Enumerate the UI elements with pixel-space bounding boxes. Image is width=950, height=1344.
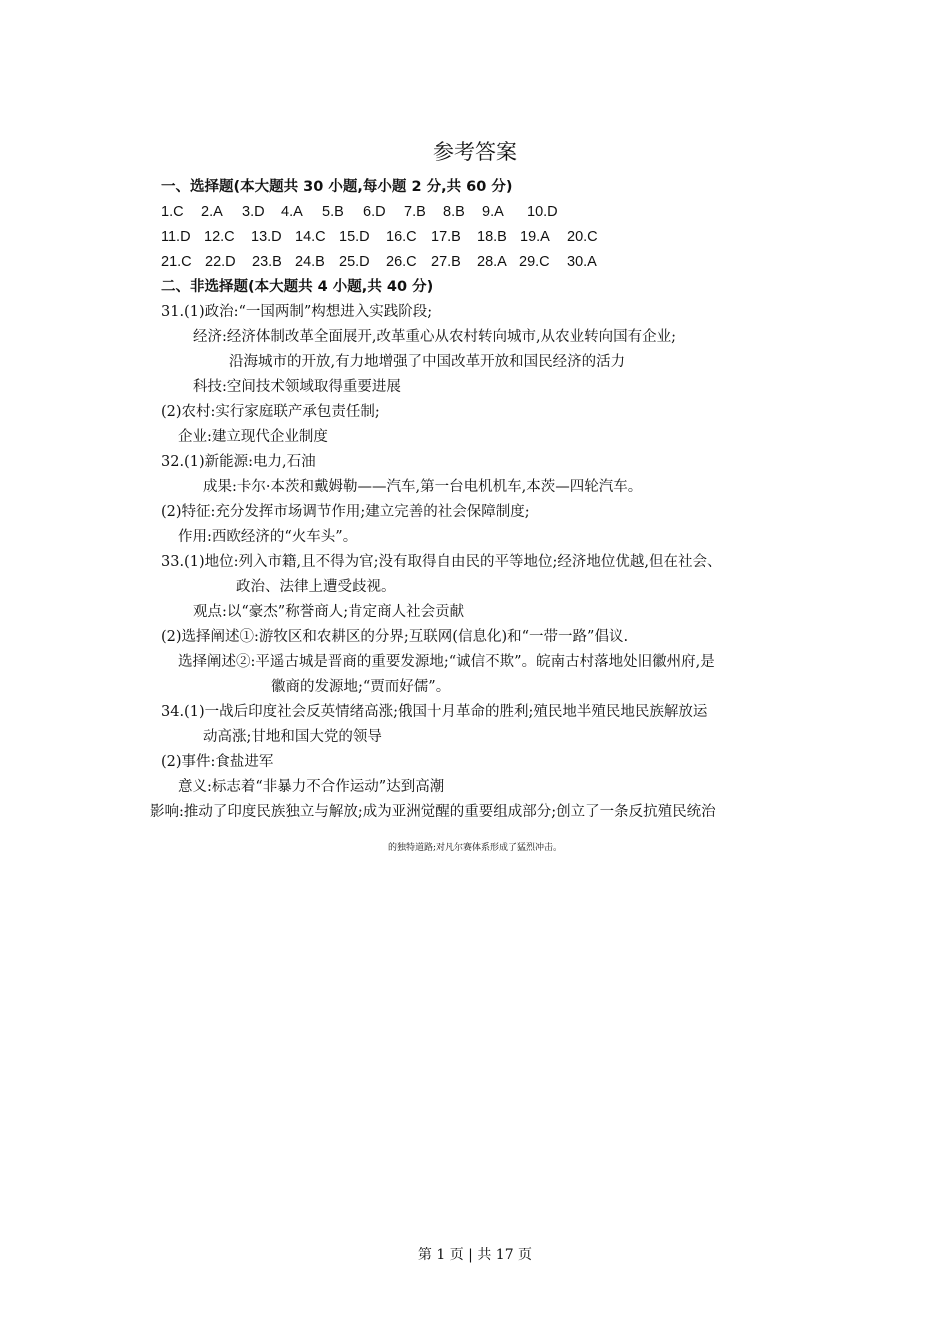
choice-answer: 22.D — [205, 254, 236, 270]
choice-answer: 12.C — [204, 229, 235, 245]
answer-line: 的独特道路;对凡尔赛体系形成了猛烈冲击。 — [387, 843, 563, 853]
answer-line: 32.(1)新能源:电力,石油 — [161, 454, 316, 470]
answer-line: (2)特征:充分发挥市场调节作用;建立完善的社会保障制度; — [161, 504, 530, 520]
choice-answer: 15.D — [339, 229, 370, 245]
answer-line: 观点:以“豪杰”称誉商人;肯定商人社会贡献 — [193, 604, 465, 620]
choice-answer: 2.A — [201, 204, 223, 220]
choice-answer: 10.D — [527, 204, 558, 220]
choice-answer: 9.A — [482, 204, 504, 220]
answer-line: 企业:建立现代企业制度 — [178, 429, 328, 445]
choice-answer: 30.A — [567, 254, 597, 270]
page-title: 参考答案 — [433, 140, 517, 164]
answer-line: (2)事件:食盐进军 — [161, 754, 274, 770]
choice-answer: 5.B — [322, 204, 344, 220]
section-heading-nonchoice: 二、非选择题(本大题共 4 小题,共 40 分) — [161, 279, 434, 295]
answer-line: 成果:卡尔·本茨和戴姆勒——汽车,第一台电机机车,本茨—四轮汽车。 — [203, 479, 643, 495]
choice-answer: 23.B — [252, 254, 282, 270]
choice-answer: 19.A — [520, 229, 550, 245]
answer-line: 经济:经济体制改革全面展开,改革重心从农村转向城市,从农业转向国有企业; — [193, 329, 676, 345]
choice-answer: 26.C — [386, 254, 417, 270]
answer-line: 动高涨;甘地和国大党的领导 — [203, 729, 382, 745]
answer-line: 33.(1)地位:列入市籍,且不得为官;没有取得自由民的平等地位;经济地位优越,但在社会、 — [161, 554, 722, 570]
choice-answer: 18.B — [477, 229, 507, 245]
choice-answer: 21.C — [161, 254, 192, 270]
choice-answer: 4.A — [281, 204, 303, 220]
answer-line: 作用:西欧经济的“火车头”。 — [178, 529, 358, 545]
choice-answer: 11.D — [161, 229, 191, 245]
choice-answer: 29.C — [519, 254, 550, 270]
choice-answer: 6.D — [363, 204, 386, 220]
answer-line: 徽商的发源地;“贾而好儒”。 — [271, 679, 451, 695]
choice-answer: 20.C — [567, 229, 598, 245]
choice-answer: 27.B — [431, 254, 461, 270]
choice-answer: 24.B — [295, 254, 325, 270]
choice-answer: 7.B — [404, 204, 426, 220]
answer-line: 选择阐述②:平遥古城是晋商的重要发源地;“诚信不欺”。皖南古村落地处旧徽州府,是 — [178, 654, 715, 670]
answer-line: 影响:推动了印度民族独立与解放;成为亚洲觉醒的重要组成部分;创立了一条反抗殖民统治 — [150, 804, 716, 820]
choice-answer: 1.C — [161, 204, 184, 220]
answer-line: (2)农村:实行家庭联产承包责任制; — [161, 404, 380, 420]
answer-line: 政治、法律上遭受歧视。 — [236, 579, 396, 595]
answer-line: 34.(1)一战后印度社会反英情绪高涨;俄国十月革命的胜利;殖民地半殖民地民族解放运 — [161, 704, 708, 720]
choice-answer: 28.A — [477, 254, 507, 270]
answer-line: 科技:空间技术领域取得重要进展 — [193, 379, 401, 395]
page-footer: 第 1 页 | 共 17 页 — [417, 1247, 533, 1263]
answer-line: 31.(1)政治:“一国两制”构想进入实践阶段; — [161, 304, 433, 320]
choice-answer: 14.C — [295, 229, 326, 245]
choice-answer: 3.D — [242, 204, 265, 220]
answer-line: 意义:标志着“非暴力不合作运动”达到高潮 — [178, 779, 445, 795]
answer-line: 沿海城市的开放,有力地增强了中国改革开放和国民经济的活力 — [229, 354, 626, 370]
choice-answer: 17.B — [431, 229, 461, 245]
section-heading-choice: 一、选择题(本大题共 30 小题,每小题 2 分,共 60 分) — [161, 179, 513, 195]
answer-line: (2)选择阐述①:游牧区和农耕区的分界;互联网(信息化)和“一带一路”倡议. — [161, 629, 629, 645]
choice-answer: 25.D — [339, 254, 370, 270]
choice-answer: 13.D — [251, 229, 282, 245]
choice-answer: 16.C — [386, 229, 417, 245]
choice-answer: 8.B — [443, 204, 465, 220]
